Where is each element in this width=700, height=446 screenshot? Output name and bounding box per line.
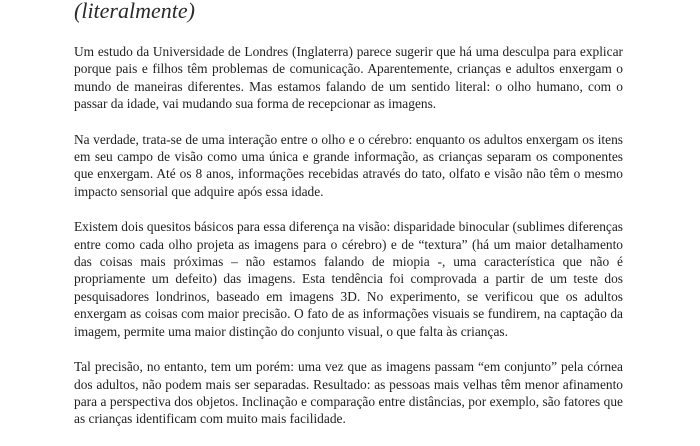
- title-tail: (literalmente): [74, 0, 195, 23]
- paragraph-4: Tal precisão, no entanto, tem um porém: uma vez que as imagens passam “em conjunto” pela córnea dos adultos, não podem mais ser separadas. Resultado: as pessoas mais velhas têm menor afinamento para a perspectiva dos objetos. Inclinação e comparação entre distâncias, por exemplo, são fatores que as crianças identificam com muito mais facilidade.: [74, 359, 623, 427]
- article-body: [74, 43, 623, 446]
- paragraph-2: Na verdade, trata-se de uma interação entre o olho e o cérebro: enquanto os adultos enxergam os itens em seu campo de visão como uma única e grande informação, as crianças separam os componentes que enxergam. Até os 8 anos, informações recebidas através do tato, olfato e visão não têm o mesmo impacto sensorial que adquire após essa idade.: [74, 131, 623, 199]
- paragraph-3: Existem dois quesitos básicos para essa diferença na visão: disparidade binocular (sublimes diferenças entre como cada olho projeta as imagens para o cérebro) e de “textura” (há um maior detalhamento das coisas mais próximas – não estamos falando de miopia -, uma característica que não é propriamente um defeito) das imagens. Esta tendência foi comprovada a partir de um teste dos pesquisadores londrinos, baseado em imagens 3D. No experimento, se verificou que os adultos enxergam as coisas com maior precisão. O fato de as informações visuais se fundirem, na captação da imagem, permite uma maior distinção do conjunto visual, o que falta às crianças.: [74, 219, 623, 339]
- paragraph-1: Um estudo da Universidade de Londres (Inglaterra) parece sugerir que há uma desculpa para explicar porque pais e filhos têm problemas de comunicação. Aparentemente, crianças e adultos enxergam o mundo de maneiras diferentes. Mas estamos falando de um sentido literal: o olho humano, com o passar da idade, vai mudando sua forma de recepcionar as imagens.: [74, 44, 623, 112]
